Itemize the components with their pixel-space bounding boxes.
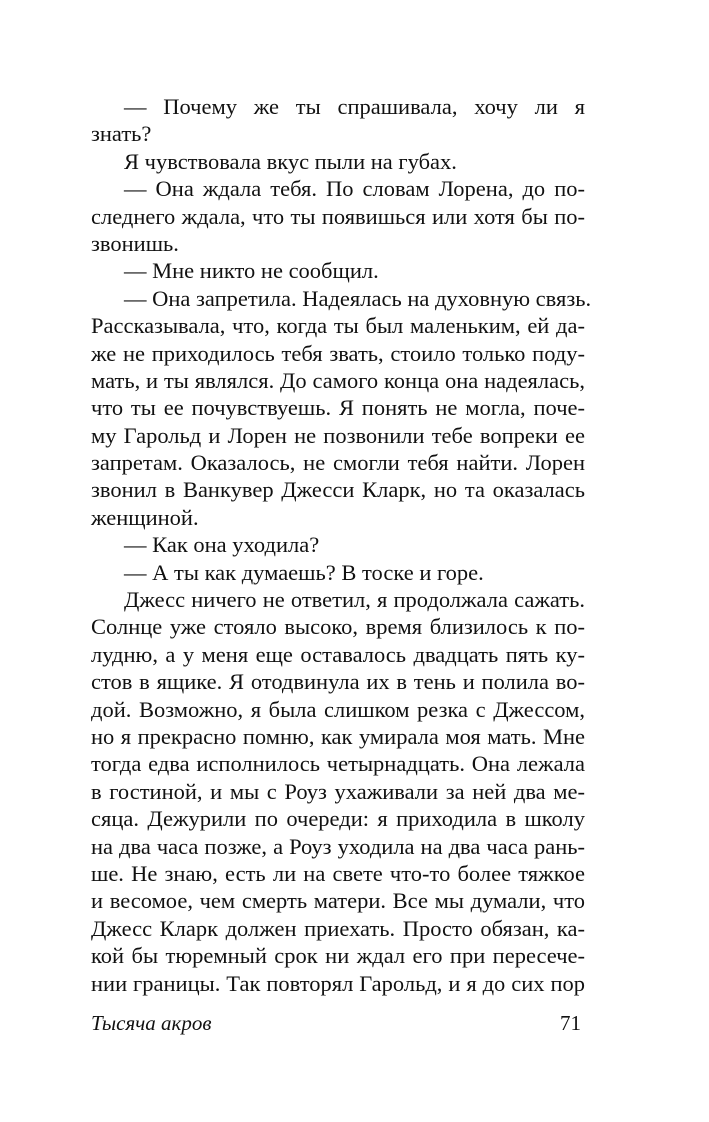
page-number: 71: [560, 1011, 581, 1035]
text-line: мать, и ты являлся. До самого конца она надеялась,: [91, 367, 585, 393]
text-line: запретам. Оказалось, не смогли тебя найти. Лорен: [91, 450, 585, 476]
text-line: тогда едва исполнилось четырнадцать. Она лежала: [91, 751, 585, 777]
text-line: Рассказывала, что, когда ты был маленьким, ей да-: [91, 313, 585, 339]
text-line: следнего ждала, что ты появишься или хотя бы по-: [91, 203, 585, 229]
body-text: [91, 93, 592, 997]
text-line: — А ты как думаешь? В тоске и горе.: [124, 559, 484, 585]
text-line: в гостиной, и мы с Роуз ухаживали за ней два ме-: [91, 778, 585, 804]
text-line: му Гарольд и Лорен не позвонили тебе вопреки ее: [91, 422, 585, 448]
page-footer: [91, 1009, 585, 1037]
text-line: ше. Не знаю, есть ли на свете что-то более тяжкое: [91, 860, 585, 886]
text-line: Джесс Кларк должен приехать. Просто обязан, ка-: [91, 915, 585, 941]
text-line: стов в ящике. Я отодвинула их в тень и полила во-: [91, 669, 585, 695]
text-line: нии границы. Так повторял Гарольд, и я до сих пор: [91, 970, 585, 996]
text-line: женщиной.: [91, 504, 199, 530]
text-line: дой. Возможно, я была слишком резка с Джессом,: [91, 696, 585, 722]
text-line: — Почему же ты спрашивала, хочу ли я: [124, 94, 585, 119]
text-line: — Она ждала тебя. По словам Лорена, до по-: [124, 176, 585, 202]
text-line: же не приходилось тебя звать, стоило только поду-: [91, 340, 585, 366]
text-line: — Как она уходила?: [124, 532, 320, 558]
text-line: — Мне никто не сообщил.: [124, 258, 379, 284]
text-line: но я прекрасно помню, как умирала моя мать. Мне: [91, 723, 585, 749]
text-line: Солнце уже стояло высоко, время близилось к по-: [91, 614, 585, 640]
text-line: что ты ее почувствуешь. Я понять не могла, поче-: [91, 395, 585, 421]
text-line: на два часа позже, а Роуз уходила на два часа рань-: [91, 833, 585, 859]
running-title: Тысяча акров: [91, 1011, 212, 1035]
text-line: и весомое, чем смерть матери. Все мы думали, что: [91, 888, 585, 914]
text-line: звонишь.: [91, 230, 179, 256]
text-line: знать?: [91, 121, 152, 147]
text-line: Я чувствовала вкус пыли на губах.: [124, 148, 457, 174]
text-line: сяца. Дежурили по очереди: я приходила в школу: [91, 806, 585, 832]
text-line: лудню, а у меня еще оставалось двадцать пять ку-: [91, 641, 585, 667]
text-line: звонил в Ванкувер Джесси Кларк, но та оказалась: [91, 477, 585, 503]
text-line: — Она запретила. Надеялась на духовную связь.: [124, 285, 592, 311]
text-line: Джесс ничего не ответил, я продолжала сажать.: [124, 587, 585, 613]
text-line: кой бы тюремный срок ни ждал его при пересече-: [91, 943, 585, 969]
